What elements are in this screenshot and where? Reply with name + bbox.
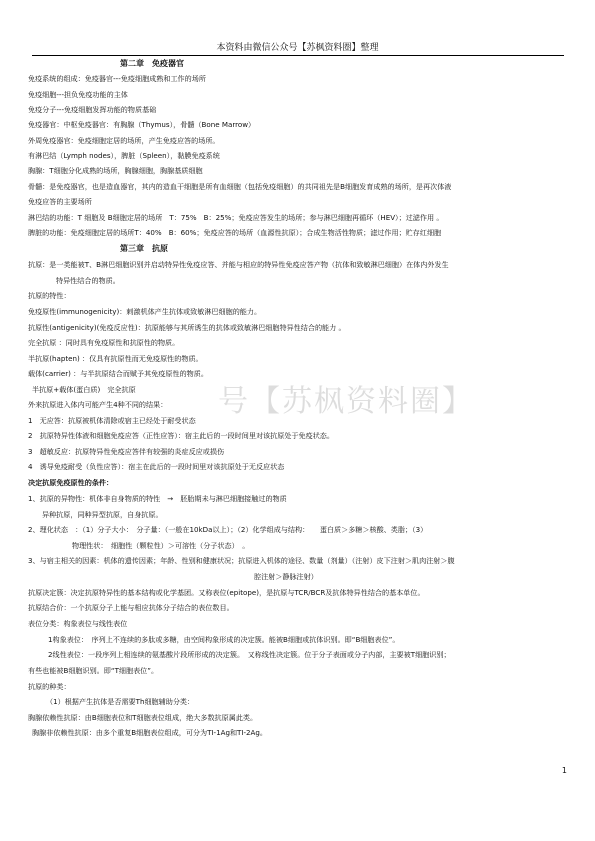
- header-divider: [32, 55, 564, 56]
- text-line: 表位分类：构象表位与线性表位: [28, 619, 128, 628]
- page-number: 1: [561, 766, 567, 775]
- text-line: 异种抗原，同种异型抗原，自身抗原。: [42, 510, 163, 519]
- chapter-heading: 第二章 免疫器官: [120, 59, 184, 68]
- text-line: 2 抗原特异性体液和细胞免疫应答（正性应答）：宿主此后的一段时间里对该抗原处于免疫状态。: [28, 431, 334, 440]
- text-line: 2线性表位：一段序列上相连续的氨基酸片段所形成的决定簇。 又称线性决定簇。位于分子表面或分子内部，主要被T细胞识别；: [48, 650, 451, 659]
- text-line: 免疫系统的组成：免疫器官---免疫细胞成熟和工作的场所: [28, 74, 206, 83]
- text-line: 半抗原(hapten) ：仅具有抗原性而无免疫原性的物质。: [28, 354, 203, 363]
- text-line: 4 诱导免疫耐受（负性应答）：宿主在此后的一段时间里对该抗原处于无反应状态: [28, 462, 285, 471]
- text-line: 3 超敏反应：抗原特异性免疫应答伴有较强的炎症反应或损伤: [28, 447, 225, 456]
- text-line: 完全抗原 ：同时具有免疫原性和抗原性的物质。: [28, 338, 180, 347]
- page-header: 本资料由微信公众号【苏枫资料圈】整理: [216, 43, 379, 53]
- text-line: 免疫原性(immunogenicity)：刺激机体产生抗体或致敏淋巴细胞的能力。: [28, 307, 262, 316]
- text-line: 外周免疫器官：免疫细胞定居的场所，产生免疫应答的场所。: [28, 136, 220, 145]
- text-line: 胸腺：T细胞分化成熟的场所，胸腺细胞，胸腺基质细胞: [28, 166, 203, 175]
- text-line: 抗原的特性：: [28, 291, 71, 300]
- text-line: 特异性结合的物质。: [56, 276, 120, 285]
- text-line: 胸腺非依赖性抗原：由多个重复B细胞表位组成，可分为TI-1Ag和TI-2Ag。: [32, 728, 268, 737]
- text-line: 1、抗原的异物性：机体非自身物质的特性 → 胚胎期未与淋巴细胞接触过的物质: [28, 494, 287, 503]
- text-line: 免疫应答的主要场所: [28, 197, 92, 206]
- text-line: 外来抗原进入体内可能产生4种不同的结果：: [28, 400, 168, 409]
- text-line: 抗原决定簇：决定抗原特异性的基本结构或化学基团。又称表位(epitope)，是抗原与TCR/BCR及抗体特异性结合的基本单位。: [28, 588, 425, 597]
- text-line: 2、理化状态 ：（1）分子大小： 分子量：（一般在10kDa以上）；（2）化学组成与结构： 蛋白质＞多糖＞核酸、类脂；（3）: [28, 525, 428, 534]
- text-line: 有淋巴结（Lymph nodes），脾脏（Spleen），黏膜免疫系统: [28, 151, 220, 160]
- text-line: 淋巴结的功能：T 细胞及 B细胞定居的场所 T：75% B：25%；免疫应答发生的场所；参与淋巴细胞再循环（HEV）；过滤作用 。: [28, 213, 444, 222]
- chapter-heading: 第三章 抗原: [120, 244, 168, 253]
- text-line: 脾脏的功能：免疫细胞定居的场所T：40% B：60%；免疫应答的场所（血源性抗原）；合成生物活性物质；滤过作用；贮存红细胞: [28, 228, 442, 237]
- text-line: 抗原的种类：: [28, 682, 71, 691]
- text-line: 胸腺依赖性抗原：由B细胞表位和T细胞表位组成，绝大多数抗原属此类。: [28, 713, 258, 722]
- text-line: 物理性状： 细胞性（颗粒性）＞可溶性（分子状态） 。: [72, 541, 250, 550]
- text-line: 载体(carrier) ：与半抗原结合而赋予其免疫原性的物质。: [28, 369, 208, 378]
- text-line: （1）根据产生抗体是否需要Th细胞辅助分类：: [46, 697, 195, 706]
- section-heading: 决定抗原免疫原性的条件：: [28, 478, 114, 487]
- watermark: 号【苏枫资料圈】: [218, 384, 474, 419]
- text-line: 腔注射＞静脉注射）: [254, 572, 318, 581]
- text-line: 有些也能被B细胞识别。即“T细胞表位”。: [28, 666, 159, 675]
- text-line: 抗原性(antigenicity)(免疫反应性)：抗原能够与其所诱生的抗体或致敏淋巴细胞特异性结合的能力 。: [28, 323, 346, 332]
- text-line: 骨髓：是免疫器官，也是造血器官，其内的造血干细胞是所有血细胞（包括免疫细胞）的共同祖先是B细胞发育成熟的场所，是再次体液: [28, 182, 452, 191]
- text-line: 半抗原+载体(蛋白质) 完全抗原: [32, 385, 136, 394]
- text-line: 抗原结合价：一个抗原分子上能与相应抗体分子结合的表位数目。: [28, 603, 234, 612]
- text-line: 免疫器官：中枢免疫器官：有胸腺（Thymus），骨髓（Bone Marrow）: [28, 120, 256, 129]
- text-line: 免疫分子---免疫细胞发挥功能的物质基础: [28, 105, 157, 114]
- text-line: 抗原：是一类能被T、B淋巴细胞识别并启动特异性免疫应答、并能与相应的特异性免疫应答产物（抗体和致敏淋巴细胞）在体内外发生: [28, 260, 449, 269]
- text-line: 1构象表位： 序列上不连续的多肽或多糖，由空间构象形成的决定簇。能被B细胞或抗体识别。即“B细胞表位”。: [48, 635, 400, 644]
- text-line: 1 无应答：抗原被机体清除或宿主已经处于耐受状态: [28, 416, 196, 425]
- text-line: 3、与宿主相关的因素：机体的遗传因素；年龄、性别和健康状况；抗原进入机体的途径、数量（剂量）（注射）皮下注射＞肌肉注射＞腹: [28, 556, 455, 565]
- text-line: 免疫细胞---担负免疫功能的主体: [28, 90, 128, 99]
